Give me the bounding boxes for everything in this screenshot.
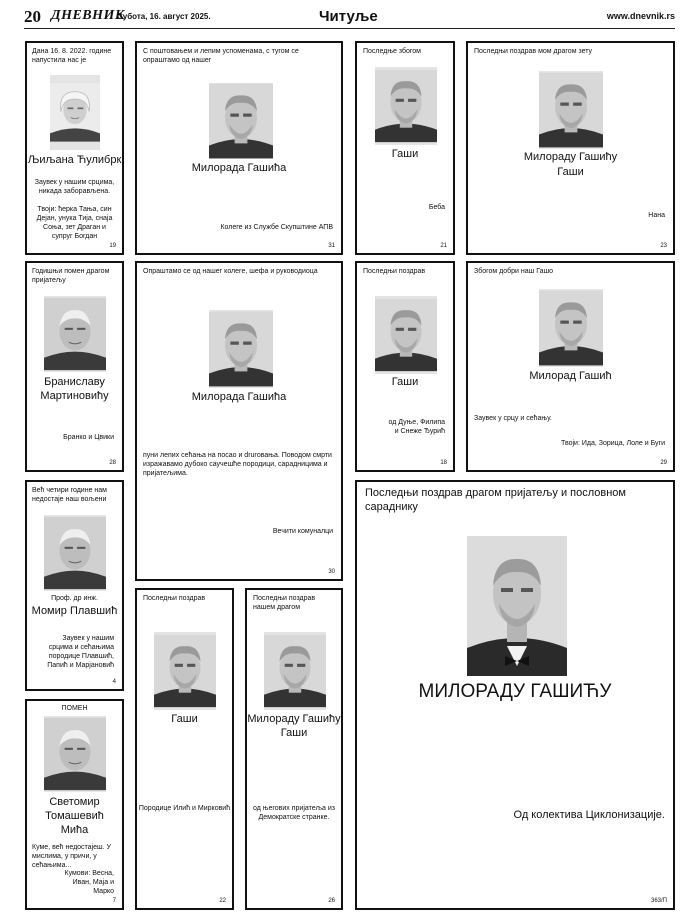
issue-date: Субота, 16. август 2025.	[117, 12, 211, 21]
notice-signature: Кумови: Весна, Иван, Маја и Марко	[64, 870, 114, 895]
notice-text: пуни лепих сећања на посао и druговања. Поводом смрти изражавамо дубоко саучешће породици, сарадницима и пријатељима.	[143, 452, 332, 477]
notice-intro: Последњи поздрав мом драгом зету	[474, 48, 593, 55]
deceased-name: Милораду Гашићу	[523, 151, 618, 163]
deceased-name: Гаши	[391, 376, 419, 388]
notice-signature: Колеге из Службе Скупштине АПВ	[220, 224, 333, 231]
notice-intro: Последње збогом	[363, 48, 421, 55]
notice-signature: Од колектива Циклонизације.	[513, 809, 665, 821]
notice-intro: Дана 16. 8. 2022. године напустила нас је	[32, 48, 112, 64]
notice-signature: Твоји: Ида, Зорица, Лоле и Буги	[561, 440, 665, 447]
notice-number: 18	[440, 460, 447, 466]
notice-intro: ПОМЕН	[61, 705, 88, 712]
deceased-surname: Мартиновићу	[40, 390, 109, 402]
portrait-photo	[44, 515, 106, 591]
obituary-notice	[25, 480, 124, 691]
notice-intro: Већ четири године нам недостаје наш вољени	[32, 487, 107, 503]
notice-number: 19	[109, 243, 116, 249]
notice-signature: Вечити комуналци	[272, 528, 333, 535]
deceased-name: Милорада Гашића	[191, 391, 287, 403]
notice-number: 363/П	[651, 898, 667, 904]
portrait-photo	[539, 289, 603, 367]
portrait-photo	[209, 310, 273, 388]
section-title: Читуље	[319, 8, 378, 25]
notice-number: 28	[109, 460, 116, 466]
deceased-name: Милорад Гашић	[529, 370, 612, 382]
name-prefix: Проф. др инж.	[51, 595, 98, 602]
notice-intro: Последњи поздрав	[143, 595, 206, 602]
deceased-name: Милорада Гашића	[191, 162, 287, 174]
portrait-photo	[209, 83, 273, 159]
notice-number: 30	[328, 569, 335, 575]
notice-number: 4	[112, 679, 116, 685]
obituary-notice	[25, 699, 124, 910]
obituary-notice	[466, 261, 675, 472]
notice-number: 21	[440, 243, 447, 249]
deceased-name: Момир Плавшић	[31, 605, 118, 617]
portrait-photo	[375, 67, 437, 145]
obituary-notice	[135, 41, 343, 255]
notice-intro: Последњи поздрав нашем драгом	[253, 595, 316, 611]
portrait-photo	[467, 536, 567, 676]
notice-text: Заувек у срцу и сећању.	[474, 415, 552, 422]
notice-number: 22	[219, 898, 226, 904]
portrait-photo	[375, 296, 437, 374]
notice-number: 29	[660, 460, 667, 466]
deceased-nickname: Гаши	[280, 727, 308, 739]
notice-text: Заувек у нашим срцима, никада заборављена.	[34, 179, 115, 195]
obituary-notice	[135, 261, 343, 581]
obituary-notice	[355, 41, 455, 255]
portrait-photo	[50, 75, 100, 150]
notice-signature: Беба	[428, 204, 445, 211]
portrait-photo	[264, 632, 326, 710]
page-number: 20	[24, 7, 41, 26]
notice-number: 26	[328, 898, 335, 904]
obituary-notice	[466, 41, 675, 255]
notice-intro: Последњи поздрав драгом пријатељу и пословном сараднику	[365, 487, 626, 513]
obituary-notice	[25, 41, 124, 255]
notice-number: 23	[660, 243, 667, 249]
notice-signature: Нана	[648, 212, 665, 219]
obituary-notice	[355, 261, 455, 472]
deceased-name: МИЛОРАДУ ГАШИЋУ	[418, 681, 612, 702]
portrait-photo	[44, 296, 106, 372]
deceased-name: Гаши	[391, 148, 419, 160]
website-link[interactable]: www.dnevnik.rs	[606, 11, 675, 21]
notice-number: 31	[328, 243, 335, 249]
deceased-surname: Томашевић	[45, 810, 104, 822]
notice-intro: Последњи поздрав	[363, 268, 426, 275]
notice-signature: Бранко и Цвики	[63, 434, 114, 441]
portrait-photo	[154, 632, 216, 710]
obituary-notice	[245, 588, 343, 910]
obituary-notice	[135, 588, 234, 910]
notice-signature: Заувек у нашим срцима и сећањима породице Плавшић, Папић и Марјановић	[47, 635, 114, 669]
page-header	[24, 6, 675, 29]
notice-intro: Збогом добри наш Гашо	[474, 268, 554, 275]
notice-text: Куме, већ недостајеш. У мислима, у причи, у сећањима...	[32, 844, 111, 869]
deceased-name: Милораду Гашићу	[247, 713, 341, 725]
notice-intro: Опраштамо се од нашег колеге, шефа и руководиоца	[143, 268, 318, 275]
deceased-name: Светомир	[49, 796, 100, 808]
notice-signature: Породице Илић и Мирковић	[138, 805, 231, 812]
deceased-nickname: Гаши	[557, 166, 584, 178]
portrait-photo	[44, 716, 106, 792]
notice-intro: С поштовањем и лепим успоменама, с тугом се опраштамо од нашег	[143, 48, 299, 64]
notice-signature: од његових пријатеља из Демократске странке.	[253, 805, 335, 821]
deceased-name: Браниславу	[44, 376, 105, 388]
notice-signature: од Дуње, Филипа и Снеже Ђурић	[388, 419, 445, 435]
deceased-nickname: Мића	[60, 824, 89, 836]
portrait-photo	[539, 71, 603, 149]
newspaper-logo: ДНЕВНИК	[51, 8, 125, 23]
deceased-name: Гаши	[171, 713, 198, 725]
obituary-notice	[355, 480, 675, 910]
deceased-name: Љиљана Ћулибрк	[27, 154, 122, 166]
notice-number: 7	[112, 898, 116, 904]
notice-signature: Твоји: ћерка Тања, син Дејан, унука Тија, снаја Соња, зет Драган и супруг Богдан	[36, 206, 113, 240]
obituary-notice	[25, 261, 124, 472]
notice-intro: Годишњи помен драгом пријатељу	[32, 268, 110, 284]
